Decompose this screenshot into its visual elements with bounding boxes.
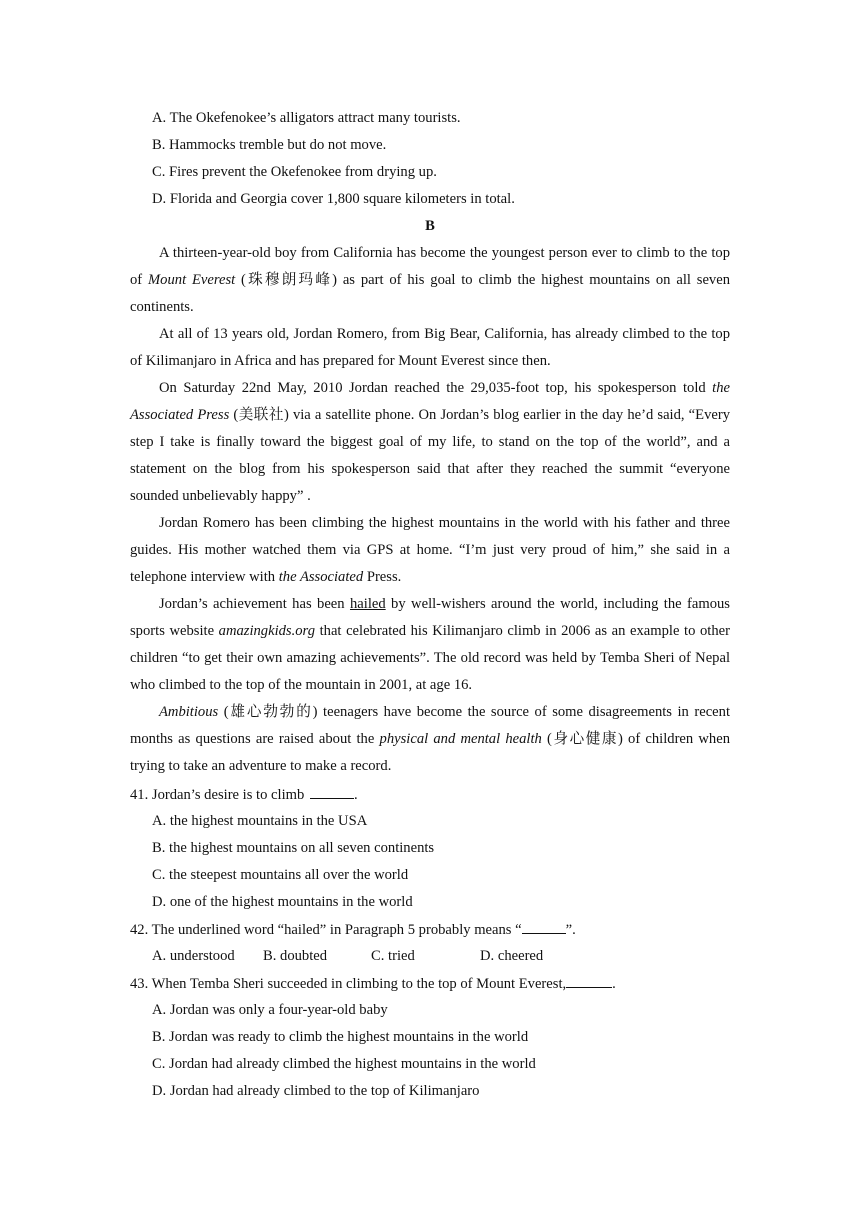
- q42-option-b: B. doubted: [263, 948, 328, 964]
- paragraph-5: [130, 591, 730, 699]
- question-42-end: ”.: [565, 922, 576, 938]
- paragraph-6-text: (雄心勃勃的) teenagers have become the source of some disagreements in recent months as questions are raised about the: [130, 704, 730, 747]
- question-41-stem: 41. Jordan’s desire is to climb: [130, 787, 308, 803]
- q43-option-c: C. Jordan had already climbed the highest mountains in the world: [152, 1056, 536, 1072]
- answer-blank: [522, 919, 566, 934]
- question-43: [130, 973, 750, 994]
- q42-option-a: A. understood: [152, 948, 235, 964]
- underlined-word: hailed: [349, 596, 386, 612]
- paragraph-3-text-end: (美联社) via a satellite phone. On Jordan’s blog earlier in the day he’d said, “Every step I take is finally toward the biggest goal of my life, to stand on the top of the world”, and a statement on the blog from his spokesperson said that after they reached the summit “everyone sounded unbelievably happy” .: [130, 407, 731, 504]
- paragraph-6-italic-2: physical and mental health: [379, 731, 542, 747]
- section-title: B: [425, 218, 435, 234]
- paragraph-5-text-end: that celebrated his Kilimanjaro climb in 2006 as an example to other children “to get their own amazing achievements”. The old record was held by Temba Sheri of Nepal who climbed to the top of the mountain in 2001, at age 16.: [130, 623, 730, 693]
- paragraph-3-italic: the Associated Press: [130, 380, 730, 423]
- paragraph-4-italic: the Associated: [278, 569, 364, 585]
- prev-option-d: D. Florida and Georgia cover 1,800 square kilometers in total.: [152, 191, 515, 207]
- paragraph-3-text: On Saturday 22nd May, 2010 Jordan reached the 29,035-foot top, his spokesperson told: [159, 380, 713, 396]
- paragraph-5-italic: amazingkids.org: [218, 623, 315, 639]
- paragraph-2: At all of 13 years old, Jordan Romero, from Big Bear, California, has already climbed to the top of Kilimanjaro in Africa and has prepared for Mount Everest since then.: [130, 326, 730, 369]
- prev-option-a: A. The Okefenokee’s alligators attract many tourists.: [152, 110, 461, 126]
- q42-option-d: D. cheered: [480, 948, 544, 964]
- paragraph-4-text-end: Press.: [363, 569, 402, 585]
- q41-option-d: D. one of the highest mountains in the world: [152, 894, 413, 910]
- paragraph-1-text-end: (珠穆朗玛峰) as part of his goal to climb the highest mountains on all seven continents.: [130, 272, 731, 315]
- q41-option-a: A. the highest mountains in the USA: [152, 813, 368, 829]
- paragraph-4-text: Jordan Romero has been climbing the highest mountains in the world with his father and three guides. His mother watched them via GPS at home. “I’m just very proud of him,” she said in a telephone interview with: [130, 515, 730, 585]
- q43-option-d: D. Jordan had already climbed to the top of Kilimanjaro: [152, 1083, 480, 1099]
- q41-option-b: B. the highest mountains on all seven continents: [152, 840, 435, 856]
- answer-blank: [310, 784, 354, 799]
- paragraph-6-text-end: (身心健康) of children when trying to take an adventure to make a record.: [130, 731, 731, 774]
- paragraph-4: [130, 510, 730, 591]
- paragraph-1-text: A thirteen-year-old boy from California has become the youngest person ever to climb to the top of: [130, 245, 730, 288]
- prev-option-b: B. Hammocks tremble but do not move.: [152, 137, 387, 153]
- paragraph-5-text-mid: by well-wishers around the world, including the famous sports website: [130, 596, 730, 639]
- paragraph-1-italic: Mount Everest: [148, 272, 236, 288]
- question-42: [130, 919, 750, 940]
- paragraph-5-text: Jordan’s achievement has been: [159, 596, 350, 612]
- prev-option-c: C. Fires prevent the Okefenokee from drying up.: [152, 164, 437, 180]
- q43-option-a: A. Jordan was only a four-year-old baby: [152, 1002, 388, 1018]
- question-41: [130, 784, 750, 805]
- question-43-stem: 43. When Temba Sheri succeeded in climbing to the top of Mount Everest,: [130, 976, 567, 992]
- question-41-end: .: [353, 787, 358, 803]
- paragraph-3: [130, 375, 730, 510]
- q43-option-b: B. Jordan was ready to climb the highest mountains in the world: [152, 1029, 529, 1045]
- paragraph-1: [130, 240, 730, 321]
- q42-option-c: C. tried: [371, 948, 415, 964]
- question-42-stem: 42. The underlined word “hailed” in Paragraph 5 probably means “: [130, 922, 522, 938]
- q41-option-c: C. the steepest mountains all over the world: [152, 867, 409, 883]
- paragraph-6-italic: Ambitious: [159, 704, 219, 720]
- answer-blank: [566, 973, 612, 988]
- question-43-end: .: [612, 976, 616, 992]
- paragraph-6: [130, 699, 730, 780]
